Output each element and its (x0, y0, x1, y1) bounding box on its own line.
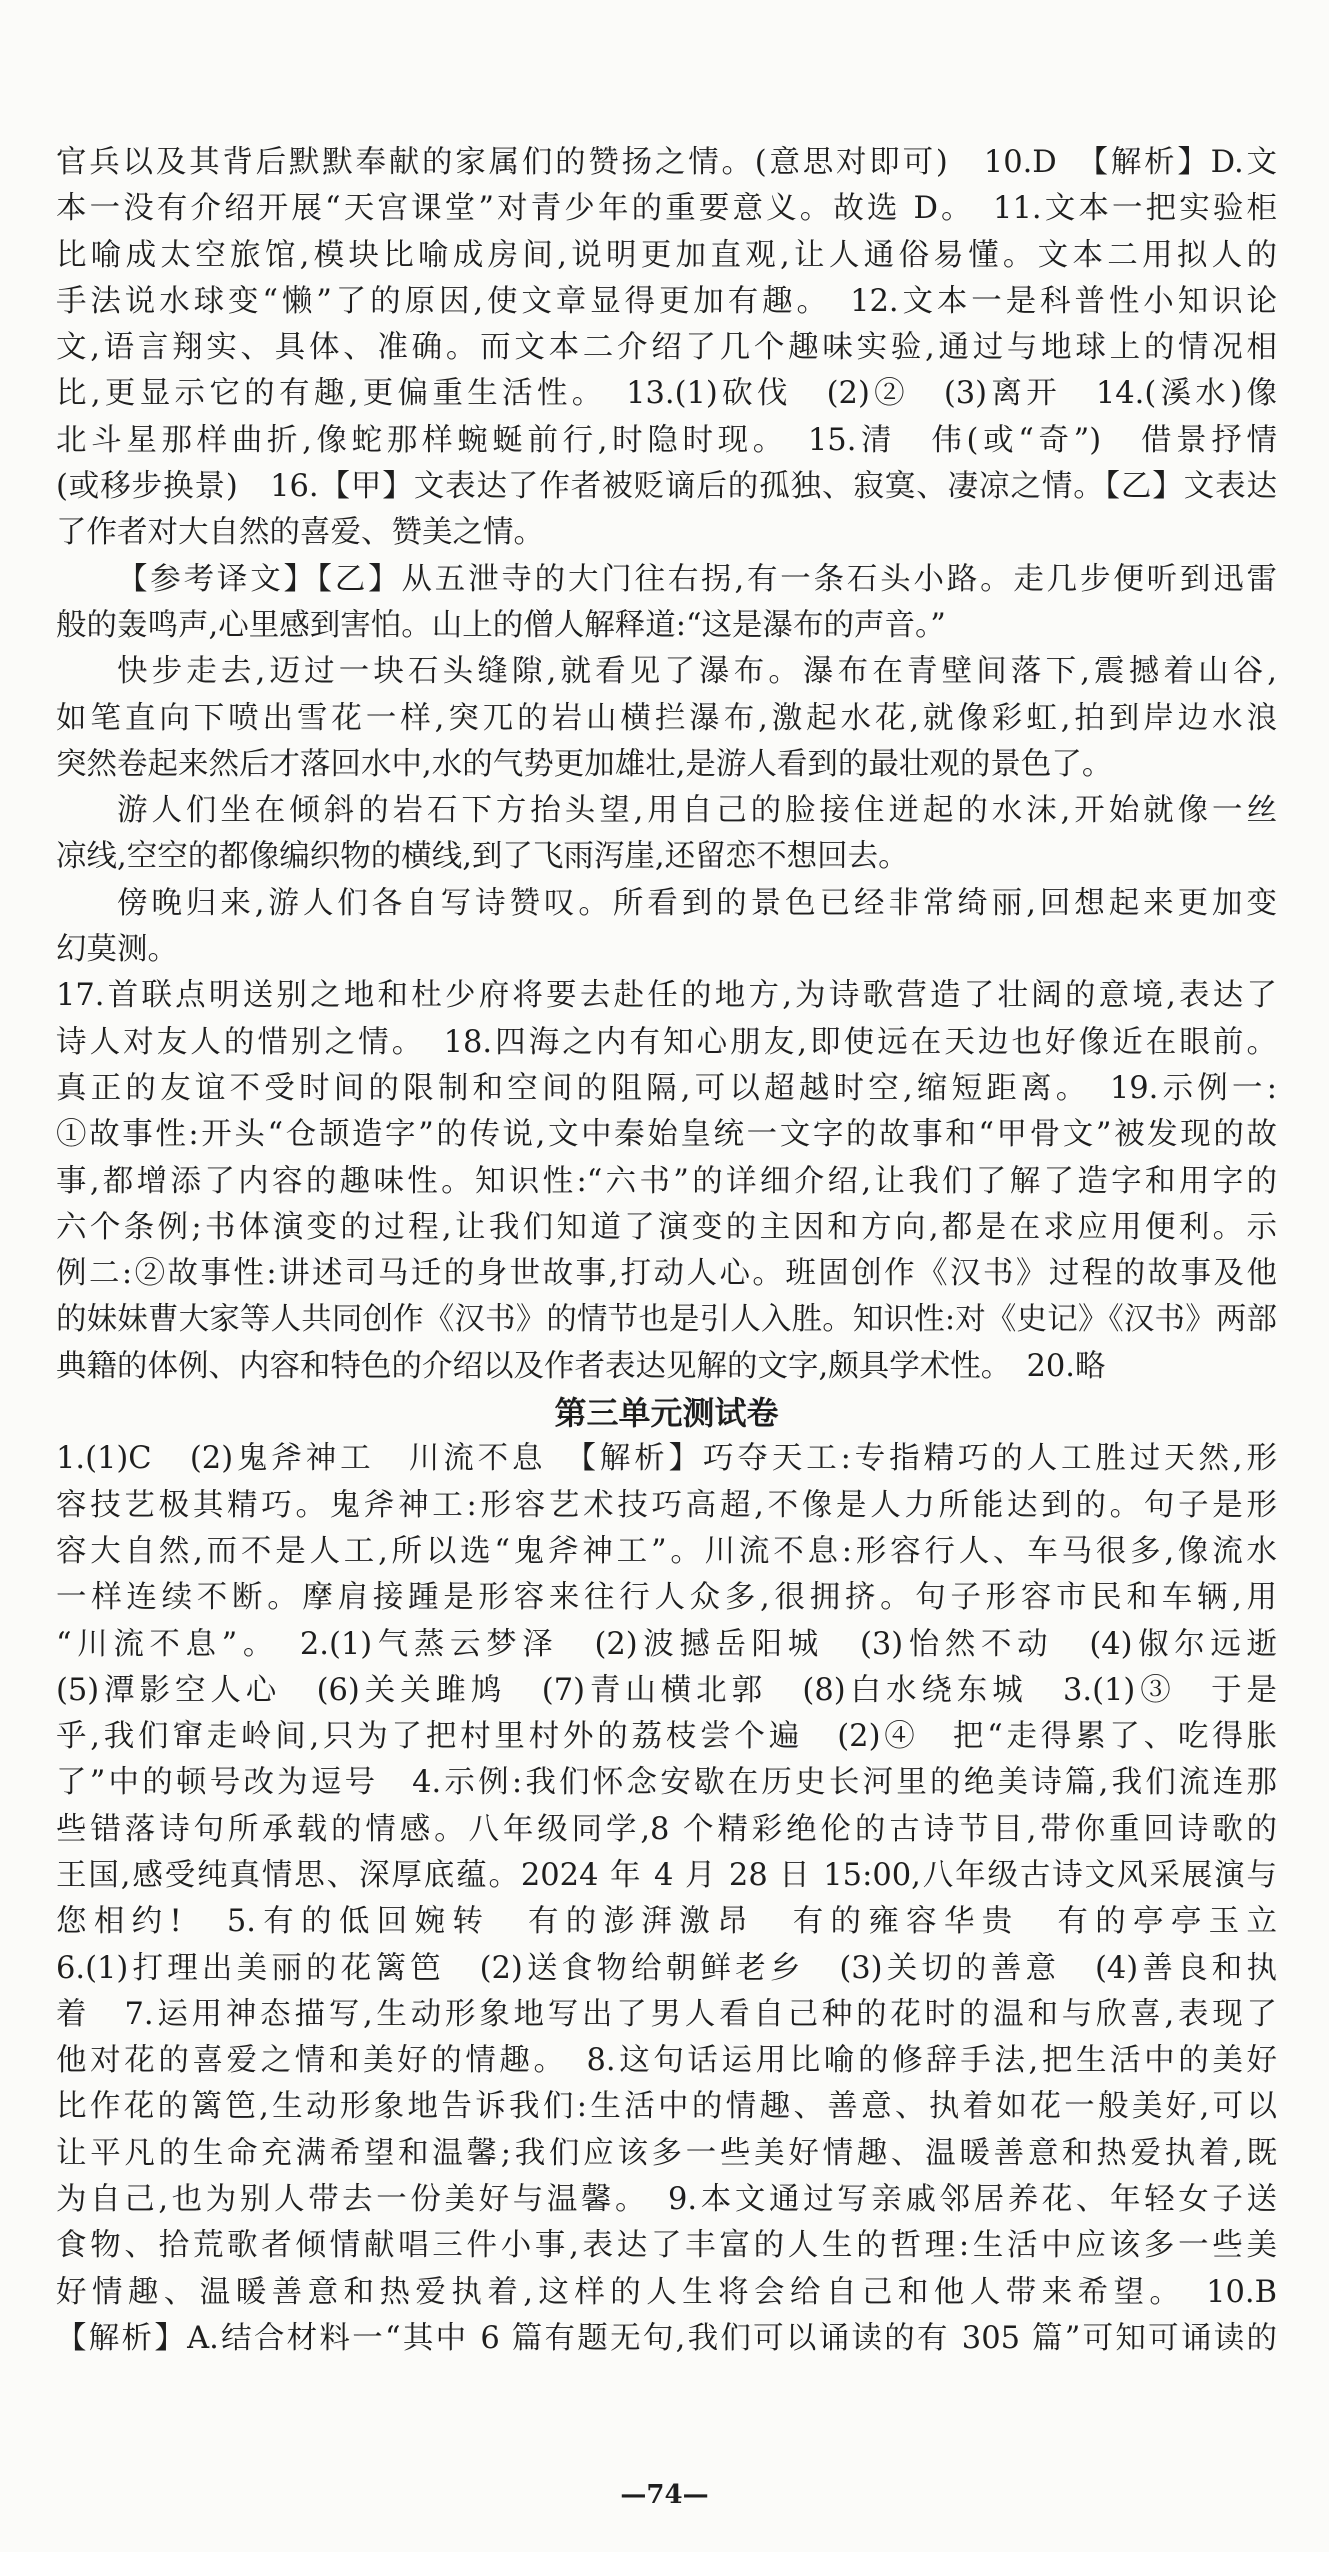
text-line: 典籍的体例、内容和特色的介绍以及作者表达见解的文字,颇具学术性。 20.略 (56, 1348, 1106, 1384)
section-title: 第三单元测试卷 (554, 1394, 779, 1433)
text-line: 诗人对友人的惜别之情。 18.四海之内有知心朋友,即使远在天边也好像近在眼前。 (56, 1024, 1277, 1060)
text-line: 一样连续不断。摩肩接踵是形容来往行人众多,很拥挤。句子形容市民和车辆,用 (56, 1580, 1277, 1616)
text-line: 您相约! 5.有的低回婉转 有的澎湃激昂 有的雍容华贵 有的亭亭玉立 (56, 1904, 1277, 1940)
text-line: 手法说水球变“懒”了的原因,使文章显得更加有趣。 12.文本一是科普性小知识论 (56, 283, 1277, 319)
text-line: 【解析】A.结合材料一“其中 6 篇有题无句,我们可以诵读的有 305 篇”可知可诵读的 (56, 2320, 1277, 2356)
text-line: 着 7.运用神态描写,生动形象地写出了男人看自己种的花时的温和与欣喜,表现了 (56, 1996, 1277, 2032)
reference-translation (56, 557, 1277, 974)
answer-block-2 (56, 973, 1277, 1390)
text-line: 为自己,也为别人带去一份美好与温馨。 9.本文通过写亲戚邻居养花、年轻女子送 (56, 2182, 1277, 2218)
text-line: 王国,感受纯真情思、深厚底蕴。2024 年 4 月 28 日 15:00,八年级古诗文风采展演与 (56, 1857, 1277, 1893)
page-number: —74— (620, 2480, 709, 2510)
text-line: 让平凡的生命充满希望和温馨;我们应该多一些美好情趣、温暖善意和热爱执着,既 (56, 2135, 1277, 2171)
text-line: 事,都增添了内容的趣味性。知识性:“六书”的详细介绍,让我们了解了造字和用字的 (56, 1163, 1277, 1199)
text-line: 了”中的顿号改为逗号 4.示例:我们怀念安歇在历史长河里的绝美诗篇,我们流连那 (56, 1765, 1277, 1801)
text-line: 容大自然,而不是人工,所以选“鬼斧神工”。川流不息:形容行人、车马很多,像流水 (56, 1533, 1277, 1569)
text-line: 幻莫测。 (56, 932, 178, 968)
text-line: 文,语言翔实、具体、准确。而文本二介绍了几个趣味实验,通过与地球上的情况相 (56, 330, 1277, 366)
answer-block-3 (56, 1436, 1277, 2362)
text-line: 【参考译文】【乙】从五泄寺的大门往右拐,有一条石头小路。走几步便听到迅雷 (117, 561, 1277, 597)
text-line: 北斗星那样曲折,像蛇那样蜿蜒前行,时隐时现。 15.清 伟(或“奇”) 借景抒情 (56, 422, 1277, 458)
text-line: 般的轰鸣声,心里感到害怕。山上的僧人解释道:“这是瀑布的声音。” (56, 607, 946, 643)
text-line: 乎,我们窜走岭间,只为了把村里村外的荔枝尝个遍 (2)④ 把“走得累了、吃得胀 (56, 1719, 1277, 1755)
text-line: 容技艺极其精巧。鬼斧神工:形容艺术技巧高超,不像是人力所能达到的。句子是形 (56, 1487, 1277, 1523)
text-line: 傍晚归来,游人们各自写诗赞叹。所看到的景色已经非常绮丽,回想起来更加变 (117, 885, 1277, 921)
text-line: 17.首联点明送别之地和杜少府将要去赴任的地方,为诗歌营造了壮阔的意境,表达了 (56, 978, 1277, 1014)
text-line: 例二:②故事性:讲述司马迁的身世故事,打动人心。班固创作《汉书》过程的故事及他 (56, 1256, 1277, 1292)
text-line: 的妹妹曹大家等人共同创作《汉书》的情节也是引人入胜。知识性:对《史记》《汉书》两部 (56, 1302, 1277, 1338)
text-line: (5)潭影空人心 (6)关关雎鸠 (7)青山横北郭 (8)白水绕东城 3.(1)③ 于是 (56, 1672, 1277, 1708)
text-line: 1.(1)C (2)鬼斧神工 川流不息 【解析】巧夺天工:专指精巧的人工胜过天然,形 (56, 1441, 1277, 1477)
text-line: 快步走去,迈过一块石头缝隙,就看见了瀑布。瀑布在青壁间落下,震撼着山谷, (117, 654, 1277, 690)
text-line: 凉线,空空的都像编织物的横线,到了飞雨泻崖,还留恋不想回去。 (56, 839, 909, 875)
text-line: 本一没有介绍开展“天宫课堂”对青少年的重要意义。故选 D。 11.文本一把实验柜 (56, 191, 1277, 227)
text-line: 突然卷起来然后才落回水中,水的气势更加雄壮,是游人看到的最壮观的景色了。 (56, 746, 1113, 782)
text-line: 游人们坐在倾斜的岩石下方抬头望,用自己的脸接住迸起的水沫,开始就像一丝 (117, 793, 1277, 829)
text-line: 好情趣、温暖善意和热爱执着,这样的人生将会给自己和他人带来希望。 10.B (56, 2274, 1277, 2310)
text-line: 真正的友谊不受时间的限制和空间的阻隔,可以超越时空,缩短距离。 19.示例一: (56, 1070, 1277, 1106)
text-line: 些错落诗句所承载的情感。八年级同学,8 个精彩绝伦的古诗节目,带你重回诗歌的 (56, 1811, 1277, 1847)
text-line: “川流不息”。 2.(1)气蒸云梦泽 (2)波撼岳阳城 (3)怡然不动 (4)俶尔远逝 (56, 1626, 1277, 1662)
text-line: 比,更显示它的有趣,更偏重生活性。 13.(1)砍伐 (2)② (3)离开 14.(溪水)像 (56, 376, 1277, 412)
text-line: 6.(1)打理出美丽的花篱笆 (2)送食物给朝鲜老乡 (3)关切的善意 (4)善良和执 (56, 1950, 1277, 1986)
text-line: 比喻成太空旅馆,模块比喻成房间,说明更加直观,让人通俗易懂。文本二用拟人的 (56, 237, 1277, 273)
text-line: 食物、拾荒歌者倾情献唱三件小事,表达了丰富的人生的哲理:生活中应该多一些美 (56, 2228, 1277, 2264)
text-line: 了作者对大自然的喜爱、赞美之情。 (56, 515, 544, 551)
text-line: 比作花的篱笆,生动形象地告诉我们:生活中的情趣、善意、执着如花一般美好,可以 (56, 2089, 1277, 2125)
text-line: 六个条例;书体演变的过程,让我们知道了演变的主因和方向,都是在求应用便利。示 (56, 1209, 1277, 1245)
text-line: 如笔直向下喷出雪花一样,突兀的岩山横拦瀑布,激起水花,就像彩虹,拍到岸边水浪 (56, 700, 1277, 736)
text-line: ①故事性:开头“仓颉造字”的传说,文中秦始皇统一文字的故事和“甲骨文”被发现的故 (56, 1117, 1277, 1153)
answer-block-1 (56, 140, 1277, 557)
text-line: 官兵以及其背后默默奉献的家属们的赞扬之情。(意思对即可) 10.D 【解析】D.文 (56, 145, 1277, 180)
text-line: 他对花的喜爱之情和美好的情趣。 8.这句话运用比喻的修辞手法,把生活中的美好 (56, 2043, 1277, 2079)
text-line: (或移步换景) 16.【甲】文表达了作者被贬谪后的孤独、寂寞、凄凉之情。【乙】文表达 (56, 469, 1277, 505)
